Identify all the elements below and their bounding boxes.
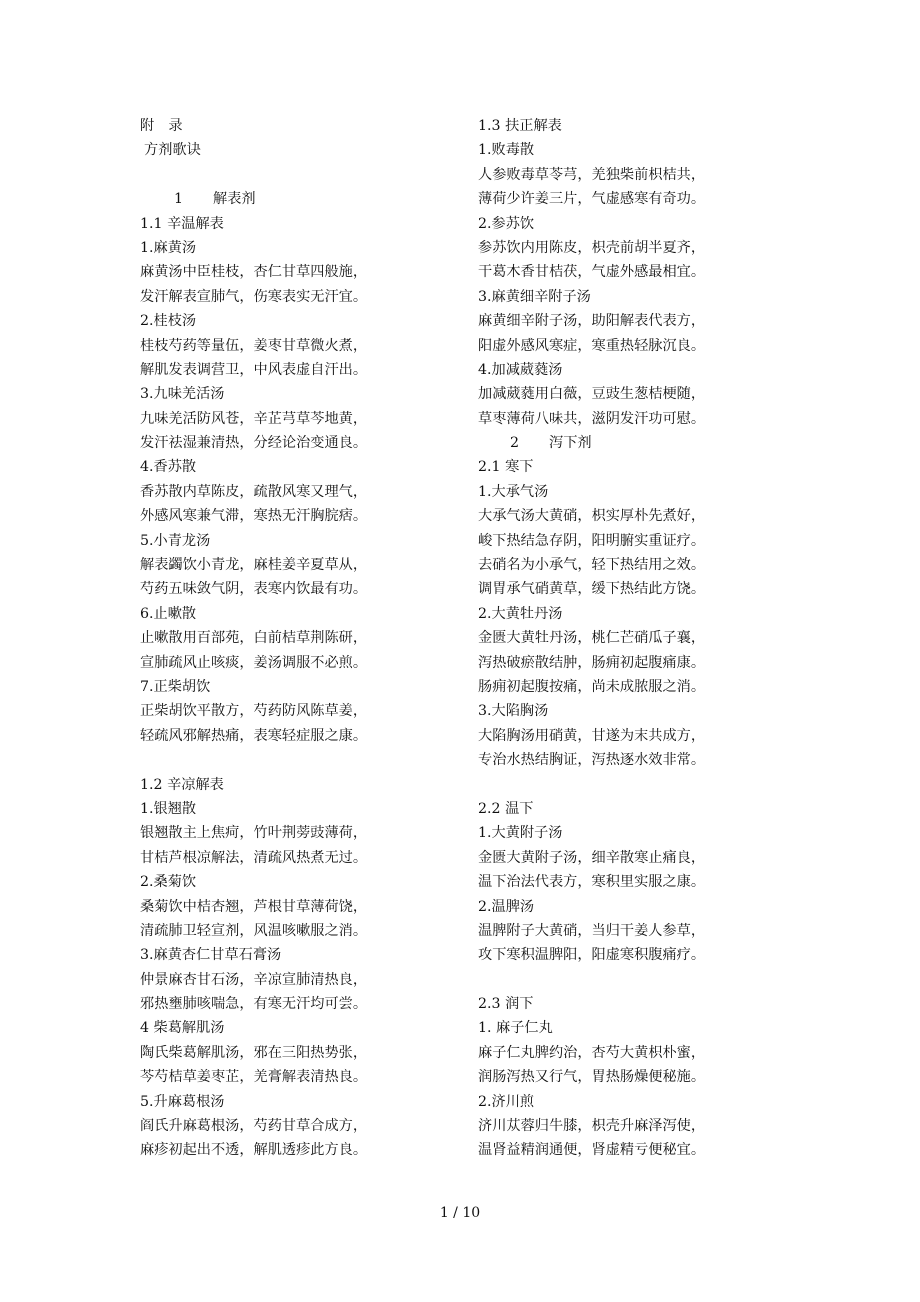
formula-name: 1.麻黄汤 xyxy=(140,239,197,256)
verse-line: 人参败毒草苓芎，羌独柴前枳桔共， xyxy=(478,166,706,183)
subsection-heading: 1.3 扶正解表 xyxy=(478,118,562,134)
verse-line: 桑菊饮中桔杏翘，芦根甘草薄荷饶， xyxy=(140,898,368,915)
verse-line: 九味羌活防风苍，辛芷芎草芩地黄， xyxy=(140,410,368,427)
section-number: 1 xyxy=(174,191,184,208)
formula-name: 4.香苏散 xyxy=(140,459,197,476)
verse-line: 麻黄细辛附子汤，助阳解表代表方， xyxy=(478,313,706,330)
verse-line: 阎氏升麻葛根汤，芍药甘草合成方， xyxy=(140,1118,368,1135)
verse-line: 发汗祛湿兼清热，分经论治变通良。 xyxy=(140,435,368,452)
section-title: 解表剂 xyxy=(213,191,256,208)
verse-line: 金匮大黄牡丹汤，桃仁芒硝瓜子襄， xyxy=(478,630,706,647)
blank-line xyxy=(478,773,798,797)
verse-line: 干葛木香甘桔茯，气虚外感最相宜。 xyxy=(478,264,706,281)
verse-line: 桂枝芍药等量伍，姜枣甘草微火煮， xyxy=(140,337,368,354)
verse-line: 济川苁蓉归牛膝，枳壳升麻泽泻使， xyxy=(478,1118,706,1135)
subsection-heading: 1.2 辛凉解表 xyxy=(140,776,224,793)
verse-line: 峻下热结急存阴，阳明腑实重证疗。 xyxy=(478,532,706,549)
formula-name: 1.大黄附子汤 xyxy=(478,825,563,842)
subsection-heading: 2.2 温下 xyxy=(478,800,534,817)
formula-name: 2.参苏饮 xyxy=(478,215,535,232)
verse-line: 大陷胸汤用硝黄，甘遂为末共成方， xyxy=(478,727,706,744)
formula-name: 2.桂枝汤 xyxy=(140,313,197,330)
verse-line: 麻黄汤中臣桂枝，杏仁甘草四般施， xyxy=(140,264,368,281)
formula-name: 5.升麻葛根汤 xyxy=(140,1093,225,1110)
verse-line: 清疏肺卫轻宣剂，风温咳嗽服之消。 xyxy=(140,922,368,939)
verse-line: 温下治法代表方，寒积里实服之康。 xyxy=(478,874,706,891)
formula-name: 1.银翘散 xyxy=(140,800,197,817)
songs-title: 方剂歌诀 xyxy=(144,142,201,159)
verse-line: 甘桔芦根凉解法，清疏风热煮无过。 xyxy=(140,849,368,866)
verse-line: 仲景麻杏甘石汤，辛凉宣肺清热良， xyxy=(140,971,368,988)
verse-line: 解肌发表调营卫，中风表虚自汗出。 xyxy=(140,361,368,378)
left-column xyxy=(140,114,470,1163)
formula-name: 3.大陷胸汤 xyxy=(478,703,549,720)
formula-name: 2.温脾汤 xyxy=(478,898,535,915)
verse-line: 外感风寒兼气滞，寒热无汗胸脘痞。 xyxy=(140,508,368,525)
verse-line: 金匮大黄附子汤，细辛散寒止痛良， xyxy=(478,849,706,866)
blank-line xyxy=(140,163,470,187)
formula-name: 4 柴葛解肌汤 xyxy=(140,1020,225,1037)
verse-line: 宣肺疏风止咳痰，姜汤调服不必煎。 xyxy=(140,654,368,671)
formula-name: 1.大承气汤 xyxy=(478,483,549,500)
verse-line: 芩芍桔草姜枣芷，羌膏解表清热良。 xyxy=(140,1069,368,1086)
verse-line: 温肾益精润通便，肾虚精亏便秘宜。 xyxy=(478,1142,706,1159)
verse-line: 专治水热结胸证，泻热逐水效非常。 xyxy=(478,752,706,769)
section-heading xyxy=(478,431,798,455)
verse-line: 陶氏柴葛解肌汤，邪在三阳热势张， xyxy=(140,1044,368,1061)
verse-line: 去硝名为小承气，轻下热结用之效。 xyxy=(478,557,706,574)
formula-name: 3.九味羌活汤 xyxy=(140,386,225,403)
subsection-heading: 1.1 辛温解表 xyxy=(140,215,224,232)
formula-name: 2.济川煎 xyxy=(478,1093,535,1110)
section-number: 2 xyxy=(510,435,520,452)
formula-name: 1. 麻子仁丸 xyxy=(478,1020,553,1037)
formula-name: 3.麻黄细辛附子汤 xyxy=(478,288,591,305)
verse-line: 草枣薄荷八味共，滋阴发汗功可慰。 xyxy=(478,410,706,427)
verse-line: 阳虚外感风寒症，寒重热轻脉沉良。 xyxy=(478,337,706,354)
page-number: 1 / 10 xyxy=(439,1205,481,1221)
section-heading xyxy=(140,187,470,211)
verse-line: 麻疹初起出不透，解肌透疹此方良。 xyxy=(140,1142,368,1159)
formula-name: 2.桑菊饮 xyxy=(140,874,197,891)
verse-line: 温脾附子大黄硝，当归干姜人参草， xyxy=(478,922,706,939)
verse-line: 止嗽散用百部苑，白前桔草荆陈研， xyxy=(140,630,368,647)
verse-line: 泻热破瘀散结肿，肠痈初起腹痛康。 xyxy=(478,654,706,671)
verse-line: 轻疏风邪解热痛，表寒轻症服之康。 xyxy=(140,727,368,744)
verse-line: 芍药五味敛气阴，表寒内饮最有功。 xyxy=(140,581,368,598)
blank-line xyxy=(140,748,470,772)
formula-name: 1.败毒散 xyxy=(478,142,535,159)
formula-name: 7.正柴胡饮 xyxy=(140,678,211,695)
verse-line: 调胃承气硝黄草，缓下热结此方饶。 xyxy=(478,581,706,598)
verse-line: 大承气汤大黄硝，枳实厚朴先煮好， xyxy=(478,508,706,525)
verse-line: 加减葳蕤用白薇，豆豉生葱桔梗随， xyxy=(478,386,706,403)
appendix-title: 附 录 xyxy=(140,118,183,134)
subsection-heading: 2.3 润下 xyxy=(478,996,534,1013)
verse-line: 润肠泻热又行气，胃热肠燥便秘施。 xyxy=(478,1069,706,1086)
formula-name: 4.加减葳蕤汤 xyxy=(478,361,563,378)
verse-line: 解表蠲饮小青龙，麻桂姜辛夏草从， xyxy=(140,557,368,574)
verse-line: 薄荷少许姜三片，气虚感寒有奇功。 xyxy=(478,191,706,208)
right-column xyxy=(478,114,798,1163)
formula-name: 2.大黄牡丹汤 xyxy=(478,605,563,622)
verse-line: 邪热壅肺咳喘急，有寒无汗均可尝。 xyxy=(140,996,368,1013)
formula-name: 6.止嗽散 xyxy=(140,605,197,622)
section-title: 泻下剂 xyxy=(549,435,592,452)
verse-line: 参苏饮内用陈皮，枳壳前胡半夏齐， xyxy=(478,239,706,256)
verse-line: 麻子仁丸脾约治，杏芍大黄枳朴蜜， xyxy=(478,1044,706,1061)
verse-line: 发汗解表宣肺气，伤寒表实无汗宜。 xyxy=(140,288,368,305)
formula-name: 5.小青龙汤 xyxy=(140,532,211,549)
verse-line: 正柴胡饮平散方，芍药防风陈草姜， xyxy=(140,703,368,720)
verse-line: 银翘散主上焦疴，竹叶荆蒡豉薄荷， xyxy=(140,825,368,842)
formula-name: 3.麻黄杏仁甘草石膏汤 xyxy=(140,947,282,964)
blank-line xyxy=(478,968,798,992)
verse-line: 香苏散内草陈皮，疏散风寒又理气， xyxy=(140,483,368,500)
verse-line: 攻下寒积温脾阳，阳虚寒积腹痛疗。 xyxy=(478,947,706,964)
subsection-heading: 2.1 寒下 xyxy=(478,459,534,476)
verse-line: 肠痈初起腹按痛，尚未成脓服之消。 xyxy=(478,678,706,695)
